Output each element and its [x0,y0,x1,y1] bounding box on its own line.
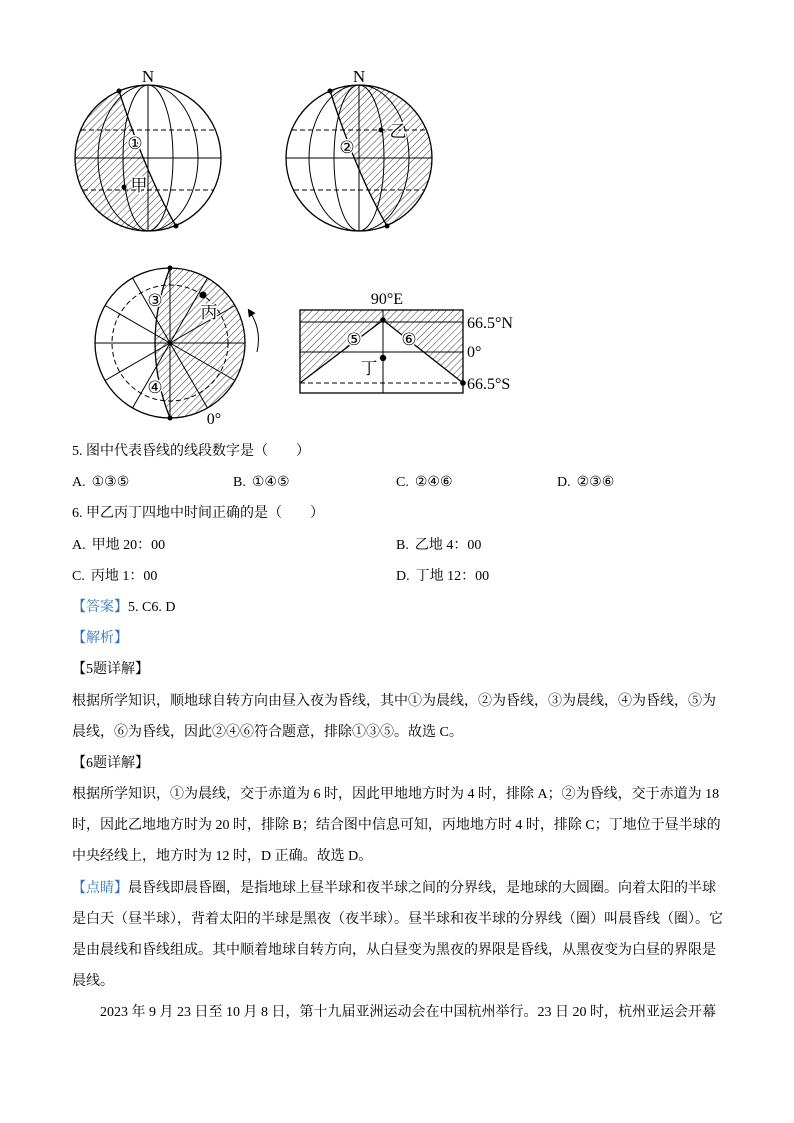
q6-detail-line: 时，因此乙地地方时为 20 时，排除 B；结合图中信息可知，丙地地方时 4 时，排除 C；丁地位于昼半球的 [72,818,721,834]
globe-2-terminator-bottom-point [385,224,390,229]
polar-line-upper-label: ③ [147,291,163,310]
globe-2-terminator-top-point [328,89,333,94]
question-6-option-c[interactable] [72,561,396,592]
question-5-option-c[interactable] [396,467,557,498]
question-6-options-row-2 [72,561,742,592]
q6-detail-heading: 【6题详解】 [72,755,149,771]
question-6-option-a[interactable] [72,530,396,561]
q5-detail-line: 根据所学知识，顺地球自转方向由昼入夜为昏线，其中①为晨线，②为昏线，③为晨线，④为昏线，⑤为 [72,693,716,709]
key-point-line: 是白天（昼半球），背着太阳的半球是黑夜（夜半球）。昼半球和夜半球的分界线（圈）叫晨昏线（圈）。它 [72,911,723,927]
map-line-left-label: ⑤ [346,330,362,349]
option-letter: C. [396,475,409,491]
map-diagram [300,291,513,393]
q5-detail-line: 晨线，⑥为昏线，因此②④⑥符合题意，排除①③⑤。故选 C。 [72,724,463,740]
option-letter: B. [396,537,409,553]
option-letter: C. [72,568,85,584]
question-5-options [72,467,742,498]
question-5-option-d[interactable] [557,467,718,498]
option-text: 丙地 1：00 [90,568,158,584]
q6-detail-line: 根据所学知识，①为晨线，交于赤道为 6 时，因此甲地地方时为 4 时，排除 A；②为昏线，交于赤道为 18 [72,787,720,803]
globe-1-terminator-top-point [117,89,122,94]
map-line-right-label: ⑥ [401,330,417,349]
option-letter: B. [233,475,246,491]
question-5-option-a[interactable] [72,467,233,498]
option-text: ②④⑥ [414,475,453,491]
option-text: ②③⑥ [576,475,615,491]
globe-1-diagram [74,67,221,232]
answer-tag: 【答案】 [72,599,128,615]
polar-line-lower-label: ④ [147,378,163,397]
globe-2-place-label: 乙 [389,122,407,141]
polar-view-diagram [95,266,258,429]
next-passage-line: 2023 年 9 月 23 日至 10 月 8 日，第十九届亚洲运动会在中国杭州举行。23 日 20 时，杭州亚运会开幕 [100,1005,716,1021]
document-body [72,436,742,1029]
option-text: ①③⑤ [91,475,130,491]
key-point-tag: 【点睛】 [72,880,128,896]
option-letter: A. [72,475,86,491]
key-point-line [72,873,742,904]
option-letter: A. [72,537,86,553]
map-equator-label: 0° [467,344,482,361]
map-meridian-label: 90°E [370,291,404,308]
globe-2-diagram [286,67,432,231]
globe-1-place-label: 甲 [130,176,148,195]
globe-2-north-label: N [352,67,366,86]
polar-terminator-bottom-point [168,416,173,421]
rotation-arrow-icon [250,312,258,352]
question-6-options-row-1 [72,530,742,561]
polar-terminator-top-point [168,266,173,271]
question-6-option-d[interactable] [396,561,696,592]
analysis-line [72,623,742,654]
answer-text: 5. C6. D [128,599,176,615]
map-apex-point [380,317,386,323]
globe-1-place-point [122,185,127,190]
globe-2-line-label: ② [339,138,355,157]
option-text: ①④⑤ [251,475,290,491]
question-5-option-b[interactable] [233,467,396,498]
option-text: 丁地 12：00 [415,568,490,584]
q6-detail-line: 中央经线上，地方时为 12 时，D 正确。故选 D。 [72,849,373,865]
question-6-option-b[interactable] [396,530,696,561]
globe-1-night-area [74,91,176,232]
polar-place-label: 丙 [200,303,218,322]
figures [0,0,794,432]
option-letter: D. [396,568,410,584]
key-point-line: 是由晨线和昏线组成。其中顺着地球自转方向，从白昼变为黑夜的界限是昏线，从黑夜变为白昼的界限是 [72,943,716,958]
option-text: 乙地 4：00 [414,537,482,553]
globe-1-terminator-bottom-point [174,224,179,229]
q5-detail-heading: 【5题详解】 [72,662,149,678]
option-letter: D. [557,475,571,491]
analysis-tag: 【解析】 [72,631,128,647]
map-lat-south-label: 66.5°S [467,376,511,393]
question-6-stem: 6. 甲乙丙丁四地中时间正确的是（ ） [72,506,324,522]
globe-2-place-point [379,128,384,133]
option-text: 甲地 20：00 [91,537,166,553]
polar-meridian-label: 0° [206,411,222,428]
polar-place-point [200,292,207,299]
question-5-stem: 5. 图中代表昏线的线段数字是（ ） [72,444,310,459]
key-point-text: 晨昏线即晨昏圈，是指地球上昼半球和夜半球之间的分界线，是地球的大圆圈。向着太阳的半球 [128,880,716,896]
answer-line [72,592,742,623]
map-corner-point [460,380,466,386]
map-place-label: 丁 [360,359,378,378]
map-lat-north-label: 66.5°N [467,315,513,332]
globe-1-line-label: ① [127,134,143,153]
map-place-point [380,355,386,361]
key-point-line: 晨线。 [72,974,114,990]
globe-1-north-label: N [141,67,155,86]
